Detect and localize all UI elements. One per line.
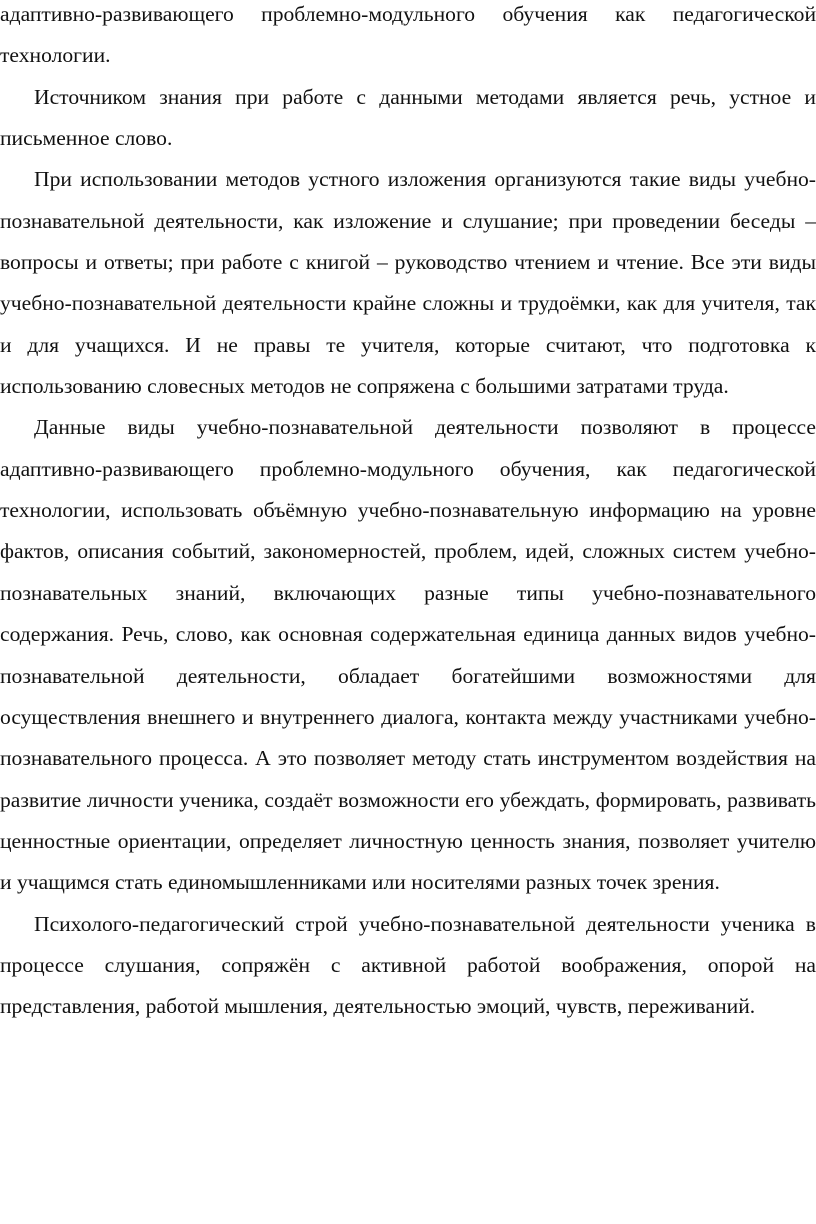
paragraph-psychology: Психолого-педагогический строй учебно-познавательной деятельности ученика в процессе слушания, сопряжён с активной работой воображения, опорой на представления, работой мышления, деятельностью эмоций, чувств, переживаний. xyxy=(0,911,816,1019)
paragraph-activity-types: Данные виды учебно-познавательной деятельности позволяют в процессе адаптивно-развивающего проблемно-модульного обучения, как педагогической технологии, использовать объёмную учебно-познавательную информацию на уровне фактов, описания событий, закономерностей, проблем, идей, сложных систем учебно-познавательных знаний, включающих разные типы учебно-познавательного содержания. Речь, слово, как основная содержательная единица данных видов учебно-познавательной деятельности, обладает богатейшими возможностями для осуществления внешнего и внутреннего диалога, контакта между участниками учебно-познавательного процесса. А это позволяет методу стать инструментом воздействия на развитие личности ученика, создаёт возможности его убеждать, формировать, развивать ценностные ориентации, определяет личностную ценность знания, позволяет учителю и учащимся стать единомышленниками или носителями разных точек зрения. xyxy=(0,415,816,895)
paragraph-oral-methods: При использовании методов устного изложения организуются такие виды учебно-познавательной деятельности, как изложение и слушание; при проведении беседы – вопросы и ответы; при работе с книгой – руководство чтением и чтение. Все эти виды учебно-познавательной деятельности крайне сложны и трудоёмки, как для учителя, так и для учащихся. И не правы те учителя, которые считают, что подготовка к использованию словесных методов не сопряжена с большими затратами труда. xyxy=(0,167,816,399)
paragraph-continuation: адаптивно-развивающего проблемно-модульного обучения как педагогической технологии. xyxy=(0,2,816,68)
paragraph-knowledge-source: Источником знания при работе с данными методами является речь, устное и письменное слово. xyxy=(0,84,816,151)
